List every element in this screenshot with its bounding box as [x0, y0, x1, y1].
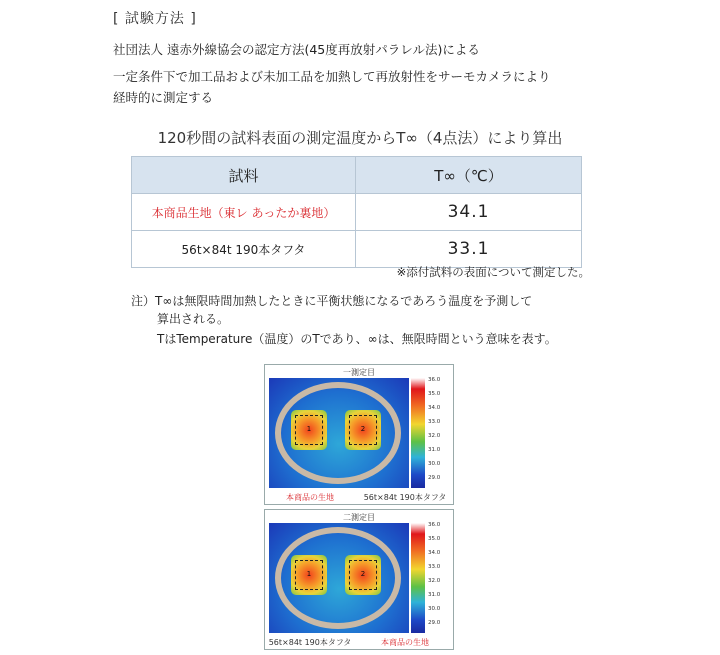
description-line-1: 一定条件下で加工品および未加工品を加熱して再放射性をサーモカメラにより: [113, 69, 551, 84]
thermal-patch: [291, 555, 327, 595]
scale-ticks: [428, 522, 450, 634]
scale-tick: 31.0: [428, 447, 441, 453]
patch-number: 1: [306, 570, 312, 578]
temperature-scale: [411, 523, 425, 633]
temperature-scale: [411, 378, 425, 488]
table-title: 120秒間の試料表面の測定温度からT∞（4点法）により算出: [157, 129, 563, 147]
scale-tick: 34.0: [428, 405, 441, 411]
thermograph-2: [264, 509, 454, 639]
scale-tick: 30.0: [428, 606, 441, 612]
method-line: 社団法人 遠赤外線協会の認定方法(45度再放射パラレル法)による: [113, 42, 480, 57]
patch-number: 1: [306, 425, 312, 433]
scale-tick: 31.0: [428, 592, 441, 598]
sample-value: 34.1: [356, 194, 582, 231]
sample-value: 33.1: [356, 231, 582, 268]
description-line-2: 経時的に測定する: [113, 90, 214, 105]
thermal-image: [269, 523, 409, 633]
footnote-line-1: 注）T∞は無限時間加熱したときに平衡状態になるであろう温度を予測して: [131, 294, 533, 308]
thermal-patch: [345, 410, 381, 450]
result-table: [131, 156, 582, 268]
scale-ticks: [428, 377, 450, 489]
header-sample: 試料: [132, 157, 356, 194]
caption-left: 56t×84t 190本タフタ: [268, 638, 352, 647]
table-row: [132, 194, 582, 231]
scale-tick: 29.0: [428, 475, 441, 481]
scale-tick: 36.0: [428, 522, 441, 528]
scale-tick: 32.0: [428, 578, 441, 584]
scale-tick: 33.0: [428, 419, 441, 425]
measurement-note: ※添付試料の表面について測定した。: [396, 265, 590, 279]
patch-number: 2: [360, 570, 366, 578]
sample-name: 56t×84t 190本タフタ: [132, 231, 356, 268]
thermograph-label: 二測定目: [343, 513, 375, 522]
table-row: [132, 231, 582, 268]
thermal-image: [269, 378, 409, 488]
caption-left: 本商品の生地: [286, 493, 334, 502]
scale-tick: 30.0: [428, 461, 441, 467]
thermal-patch: [291, 410, 327, 450]
caption-right: 56t×84t 190本タフタ: [363, 493, 447, 502]
scale-tick: 35.0: [428, 536, 441, 542]
sample-name: 本商品生地（東レ あったか裏地）: [132, 194, 356, 231]
table-header-row: [132, 157, 582, 194]
scale-tick: 34.0: [428, 550, 441, 556]
scale-tick: 35.0: [428, 391, 441, 397]
scale-tick: 32.0: [428, 433, 441, 439]
thermograph-1: [264, 364, 454, 494]
scale-tick: 29.0: [428, 620, 441, 626]
header-temperature: T∞（℃）: [356, 157, 582, 194]
footnote-line-2: 算出される。: [157, 312, 230, 326]
scale-tick: 33.0: [428, 564, 441, 570]
section-heading: [ 試験方法 ]: [113, 11, 197, 27]
footnote-line-3: TはTemperature（温度）のTであり、∞は、無限時間という意味を表す。: [157, 332, 557, 346]
scale-tick: 36.0: [428, 377, 441, 383]
patch-number: 2: [360, 425, 366, 433]
thermograph-label: 一測定目: [343, 368, 375, 377]
thermal-patch: [345, 555, 381, 595]
caption-right: 本商品の生地: [381, 638, 429, 647]
